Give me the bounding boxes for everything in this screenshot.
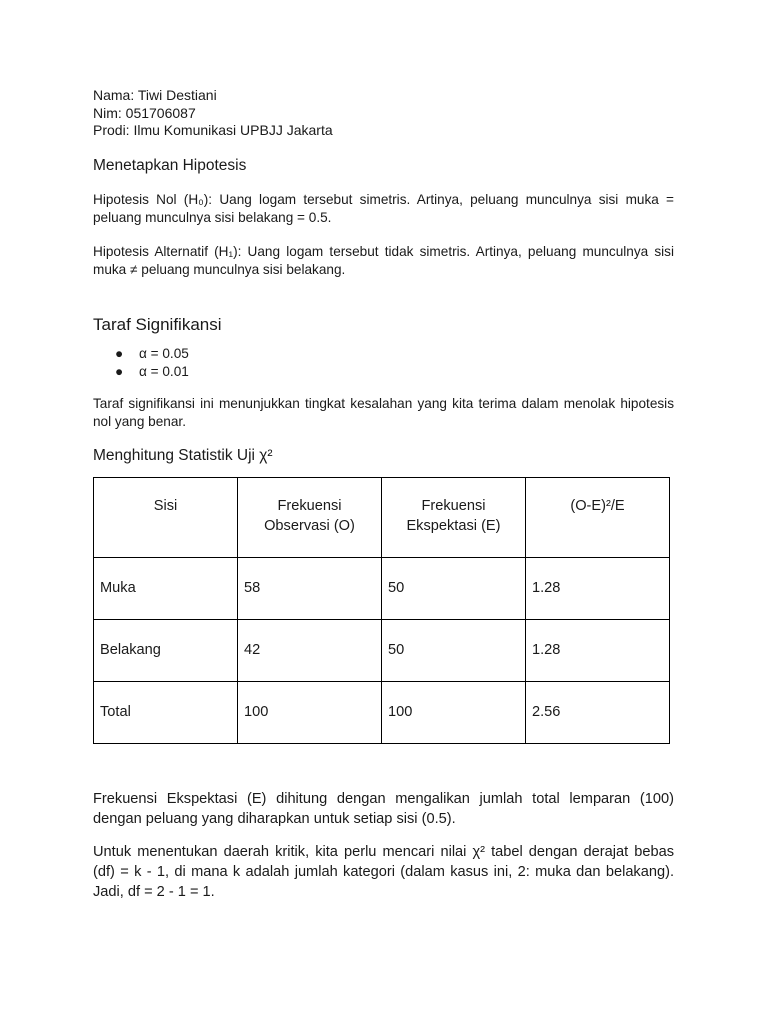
table-cell: 100 [382,681,526,743]
significance-heading: Taraf Signifikansi [93,314,222,334]
alpha-value: α = 0.01 [139,363,189,379]
list-item [93,345,674,363]
bullet-icon: ● [115,345,124,361]
list-item [93,363,674,381]
table-cell: 100 [238,681,382,743]
table-row [94,557,670,619]
table-cell: Total [94,681,238,743]
table-cell: 50 [382,619,526,681]
table-header-row [94,477,670,557]
table-cell: 50 [382,557,526,619]
student-name: Nama: Tiwi Destiani [93,87,217,103]
bullet-icon: ● [115,363,124,379]
table-cell: 58 [238,557,382,619]
table-cell: 1.28 [526,557,670,619]
table-row [94,619,670,681]
table-cell: 42 [238,619,382,681]
table-cell: 2.56 [526,681,670,743]
alpha-value: α = 0.05 [139,345,189,361]
table-cell: Belakang [94,619,238,681]
chi-square-table [93,477,670,744]
null-hypothesis-text: Hipotesis Nol (H₀): Uang logam tersebut simetris. Artinya, peluang munculnya sisi muka = peluang munculnya sisi belakang = 0.5. [93,191,674,225]
significance-list [93,345,674,381]
document-page [93,87,674,902]
table-header-cell: Frekuensi Observasi (O) [238,477,382,557]
table-header-cell: (O-E)²/E [526,477,670,557]
chi-square-heading: Menghitung Statistik Uji χ² [93,446,273,464]
table-cell: Muka [94,557,238,619]
table-header-cell: Frekuensi Ekspektasi (E) [382,477,526,557]
expected-frequency-note: Frekuensi Ekspektasi (E) dihitung dengan mengalikan jumlah total lemparan (100) dengan peluang yang diharapkan untuk setiap sisi (0.5). [93,790,674,827]
table-cell: 1.28 [526,619,670,681]
hypothesis-heading: Menetapkan Hipotesis [93,156,247,174]
student-prodi: Prodi: Ilmu Komunikasi UPBJJ Jakarta [93,122,333,138]
table-row [94,681,670,743]
student-nim: Nim: 051706087 [93,104,196,121]
alternative-hypothesis-text: Hipotesis Alternatif (H₁): Uang logam tersebut tidak simetris. Artinya, peluang munculnya sisi muka ≠ peluang munculnya sisi belakang. [93,243,674,277]
table-header-cell: Sisi [94,477,238,557]
critical-region-note: Untuk menentukan daerah kritik, kita perlu mencari nilai χ² tabel dengan derajat bebas (df) = k - 1, di mana k adalah jumlah kategori (dalam kasus ini, 2: muka dan belakang). Jadi, df = 2 - 1 = 1. [93,843,674,900]
significance-note: Taraf signifikansi ini menunjukkan tingkat kesalahan yang kita terima dalam menolak hipotesis nol yang benar. [93,395,674,429]
